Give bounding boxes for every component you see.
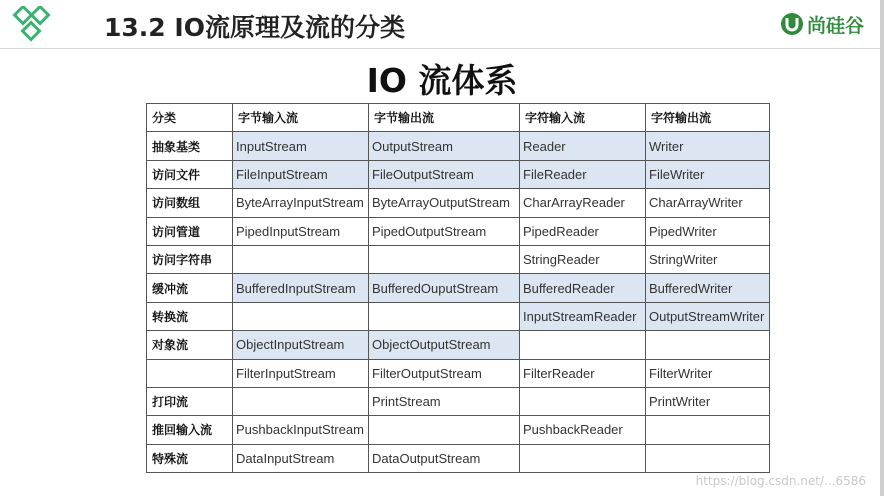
table-cell: FileReader (520, 160, 646, 188)
slide-title: IO 流体系 (366, 61, 518, 100)
row-category-label: 特殊流 (147, 444, 233, 472)
row-category-label: 访问文件 (147, 160, 233, 188)
row-category-label: 访问字符串 (147, 245, 233, 273)
table-cell (646, 416, 770, 444)
table-cell: FilterInputStream (233, 359, 369, 387)
column-header: 字节输入流 (233, 104, 369, 132)
table-cell: BufferedReader (520, 274, 646, 302)
watermark: https://blog.csdn.net/...6586 (695, 474, 866, 488)
table-row (147, 245, 770, 273)
row-category-label (147, 359, 233, 387)
diamond-logo-icon (12, 6, 54, 44)
table-cell: FilterReader (520, 359, 646, 387)
column-header: 字符输入流 (520, 104, 646, 132)
table-cell: FileWriter (646, 160, 770, 188)
table-cell: Writer (646, 132, 770, 160)
table-cell: PushbackReader (520, 416, 646, 444)
column-header: 字节输出流 (369, 104, 520, 132)
table-cell: BufferedOuputStream (369, 274, 520, 302)
table-cell: InputStreamReader (520, 302, 646, 330)
table-cell: BufferedInputStream (233, 274, 369, 302)
table-row (147, 132, 770, 160)
table-header-row (147, 104, 770, 132)
table-row (147, 274, 770, 302)
row-category-label: 转换流 (147, 302, 233, 330)
table-row (147, 416, 770, 444)
header-title: 13.2 IO流原理及流的分类 (104, 13, 405, 42)
row-category-label: 访问数组 (147, 189, 233, 217)
table-row (147, 359, 770, 387)
table-cell (646, 444, 770, 472)
table-cell (233, 387, 369, 415)
table-cell: ObjectInputStream (233, 331, 369, 359)
table-cell: StringReader (520, 245, 646, 273)
table-cell: DataInputStream (233, 444, 369, 472)
table-cell: StringWriter (646, 245, 770, 273)
table-cell (369, 302, 520, 330)
slide-header (0, 0, 880, 49)
table-cell: PushbackInputStream (233, 416, 369, 444)
table-cell: OutputStream (369, 132, 520, 160)
table-cell: ByteArrayInputStream (233, 189, 369, 217)
table-cell (520, 444, 646, 472)
table-cell (369, 245, 520, 273)
table-cell: FilterWriter (646, 359, 770, 387)
table-cell: OutputStreamWriter (646, 302, 770, 330)
table-cell (520, 331, 646, 359)
table-cell: CharArrayWriter (646, 189, 770, 217)
table-cell: PrintStream (369, 387, 520, 415)
row-category-label: 对象流 (147, 331, 233, 359)
table-cell: FilterOutputStream (369, 359, 520, 387)
table-cell: Reader (520, 132, 646, 160)
table-row (147, 387, 770, 415)
table-cell: FileOutputStream (369, 160, 520, 188)
column-header: 分类 (147, 104, 233, 132)
table-cell (520, 387, 646, 415)
row-category-label: 抽象基类 (147, 132, 233, 160)
column-header: 字符输出流 (646, 104, 770, 132)
table-cell: CharArrayReader (520, 189, 646, 217)
table-cell: PipedWriter (646, 217, 770, 245)
table-cell (233, 245, 369, 273)
table-cell: ByteArrayOutputStream (369, 189, 520, 217)
row-category-label: 缓冲流 (147, 274, 233, 302)
table-cell: ObjectOutputStream (369, 331, 520, 359)
table-cell: PrintWriter (646, 387, 770, 415)
brand-name: 尚硅谷 (806, 14, 864, 37)
table-cell: BufferedWriter (646, 274, 770, 302)
table-cell (233, 302, 369, 330)
u-brand-icon (780, 12, 804, 36)
table-cell (369, 416, 520, 444)
table-cell: InputStream (233, 132, 369, 160)
table-row (147, 189, 770, 217)
row-category-label: 打印流 (147, 387, 233, 415)
row-category-label: 推回输入流 (147, 416, 233, 444)
brand-logo (780, 11, 864, 37)
table-row (147, 160, 770, 188)
table-cell: PipedReader (520, 217, 646, 245)
table-cell: PipedInputStream (233, 217, 369, 245)
table-row (147, 444, 770, 472)
table-cell: PipedOutputStream (369, 217, 520, 245)
table-row (147, 217, 770, 245)
table-cell: FileInputStream (233, 160, 369, 188)
table-cell: DataOutputStream (369, 444, 520, 472)
row-category-label: 访问管道 (147, 217, 233, 245)
io-stream-table (146, 103, 770, 473)
table-cell (646, 331, 770, 359)
table-row (147, 331, 770, 359)
table-row (147, 302, 770, 330)
